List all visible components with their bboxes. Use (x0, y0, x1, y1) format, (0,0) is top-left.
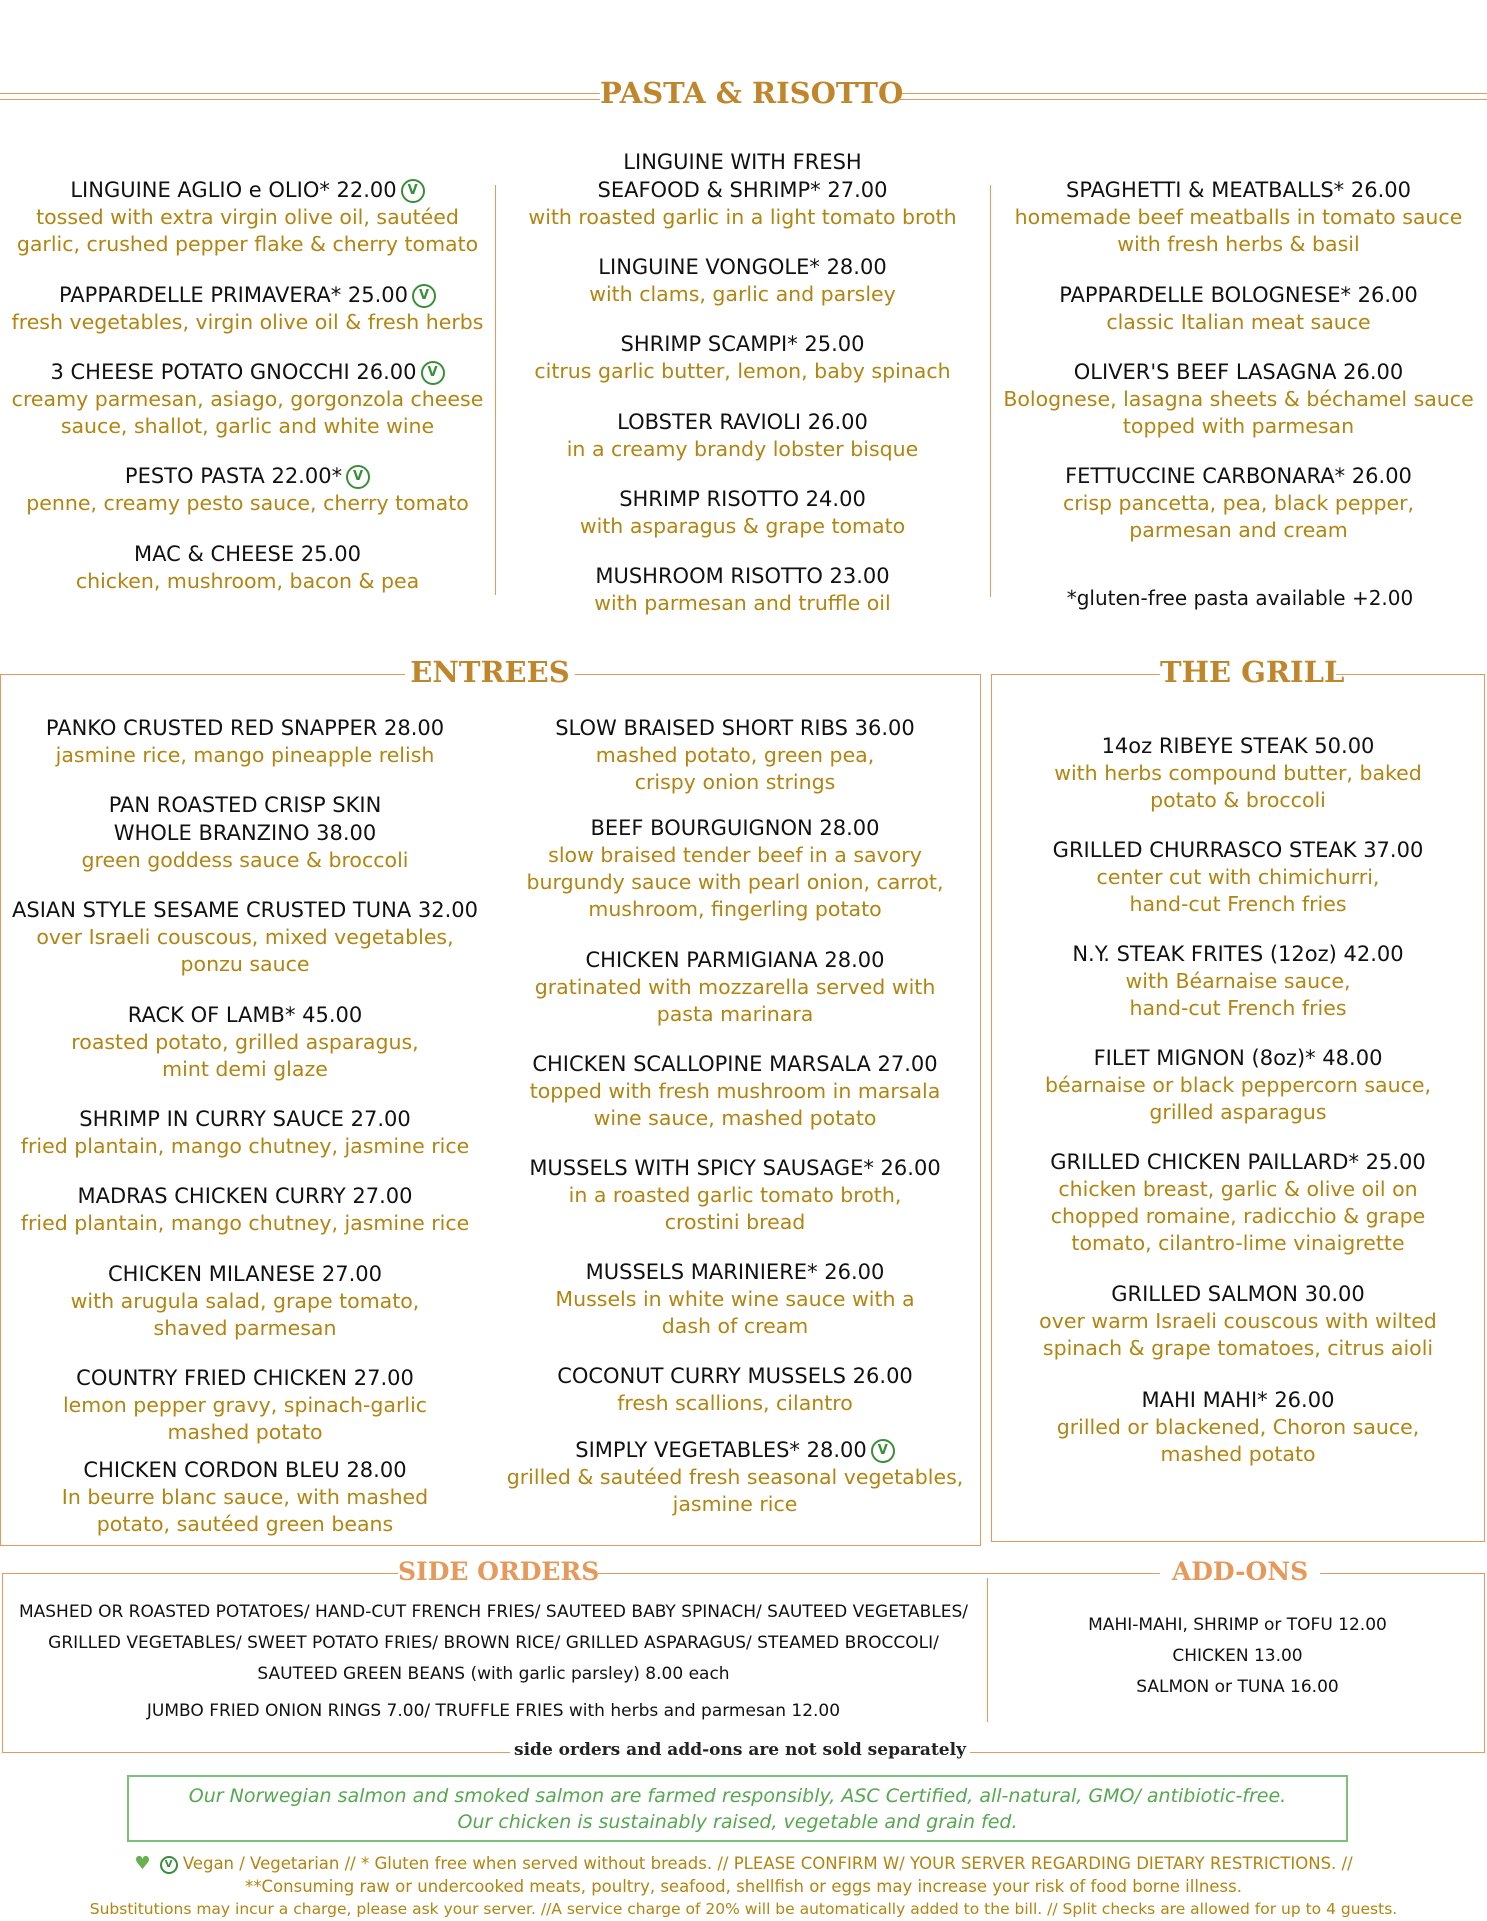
item-description: over Israeli couscous, mixed vegetables, ponzu sauce (36, 925, 454, 976)
item-name: PAPPARDELLE BOLOGNESE* 26.00 (1059, 283, 1418, 307)
item-name: MUSSELS WITH SPICY SAUSAGE* 26.00 (529, 1156, 941, 1180)
item-description: penne, creamy pesto sauce, cherry tomato (26, 491, 469, 515)
menu-item (990, 462, 1487, 544)
item-name: MUSSELS MARINIERE* 26.00 (585, 1260, 885, 1284)
menu-item (0, 791, 490, 874)
item-name: GRILLED CHURRASCO STEAK 37.00 (1052, 838, 1424, 862)
item-name: LINGUINE WITH FRESH SEAFOOD & SHRIMP* 27.00 (597, 150, 888, 202)
item-description: jasmine rice, mango pineapple relish (55, 743, 435, 767)
grill-section-title: THE GRILL (1160, 655, 1345, 689)
item-name: SHRIMP RISOTTO 24.00 (619, 487, 866, 511)
item-name: SHRIMP SCAMPI* 25.00 (620, 332, 865, 356)
side-orders-line: SAUTEED GREEN BEANS (with garlic parsley) 8.00 each (257, 1664, 730, 1684)
menu-item (0, 462, 495, 517)
addons-section-title: ADD-ONS (1160, 1557, 1320, 1586)
menu-item (0, 1260, 490, 1342)
menu-item (0, 714, 490, 769)
item-name: CHICKEN MILANESE 27.00 (108, 1262, 382, 1286)
menu-item (0, 281, 495, 336)
item-name: LOBSTER RAVIOLI 26.00 (617, 410, 868, 434)
pasta-title-rule-left (0, 93, 600, 100)
v-leaf-icon: V (160, 1856, 178, 1874)
item-name: PANKO CRUSTED RED SNAPPER 28.00 (45, 716, 445, 740)
item-description: with parmesan and truffle oil (594, 591, 891, 615)
v-leaf-icon: V (346, 465, 370, 489)
item-description: in a creamy brandy lobster bisque (566, 437, 919, 461)
item-name: N.Y. STEAK FRITES (12oz) 42.00 (1072, 942, 1404, 966)
menu-item (490, 946, 980, 1028)
item-name: GRILLED SALMON 30.00 (1111, 1282, 1365, 1306)
menu-item (0, 358, 495, 440)
item-description: in a roasted garlic tomato broth, crostini bread (568, 1183, 902, 1234)
item-name: ASIAN STYLE SESAME CRUSTED TUNA 32.00 (12, 898, 478, 922)
item-name: OLIVER'S BEEF LASAGNA 26.00 (1073, 360, 1404, 384)
menu-item (0, 540, 495, 595)
item-description: center cut with chimichurri, hand-cut French fries (1096, 865, 1380, 916)
item-description: crisp pancetta, pea, black pepper, parmesan and cream (1062, 491, 1415, 542)
item-description: with Béarnaise sauce, hand-cut French fries (1125, 969, 1351, 1020)
footer-dietary-line: Vegan / Vegetarian // * Gluten free when served without breads. // PLEASE CONFIRM W/ YOUR SERVER REGARDING DIETARY RESTRICTIONS. // (182, 1854, 1353, 1873)
item-description: grilled or blackened, Choron sauce, mashed potato (1056, 1415, 1420, 1466)
item-description: fresh vegetables, virgin olive oil & fresh herbs (11, 310, 484, 334)
v-leaf-icon: V (421, 361, 445, 385)
item-name: SLOW BRAISED SHORT RIBS 36.00 (555, 716, 915, 740)
entrees-section-title: ENTREES (405, 655, 575, 689)
menu-item (991, 1280, 1485, 1362)
addon-line: MAHI-MAHI, SHRIMP or TOFU 12.00 (1088, 1615, 1387, 1635)
item-name: SIMPLY VEGETABLES* 28.00 (575, 1438, 867, 1462)
item-name: MUSHROOM RISOTTO 23.00 (595, 564, 890, 588)
item-name: RACK OF LAMB* 45.00 (127, 1003, 363, 1027)
item-name: MADRAS CHICKEN CURRY 27.00 (77, 1184, 413, 1208)
item-name: CHICKEN PARMIGIANA 28.00 (585, 948, 885, 972)
item-name: 14oz RIBEYE STEAK 50.00 (1101, 734, 1375, 758)
item-name: PESTO PASTA 22.00* (124, 464, 343, 488)
pasta-section-title: PASTA & RISOTTO (600, 76, 904, 110)
menu-item (490, 714, 980, 796)
menu-item (0, 1364, 490, 1446)
side-orders-line: GRILLED VEGETABLES/ SWEET POTATO FRIES/ BROWN RICE/ GRILLED ASPARAGUS/ STEAMED BROCCOLI/ (48, 1633, 939, 1653)
sides-divider (987, 1578, 988, 1722)
menu-item (991, 940, 1485, 1022)
item-name: LINGUINE VONGOLE* 28.00 (598, 255, 887, 279)
pasta-title-rule-right (900, 93, 1487, 100)
heart-leaf-icon: ♥ (134, 1853, 151, 1874)
item-name: MAHI MAHI* 26.00 (1141, 1388, 1335, 1412)
menu-item (495, 408, 990, 463)
item-description: chicken, mushroom, bacon & pea (75, 569, 420, 593)
footer-warning-line: **Consuming raw or undercooked meats, poultry, seafood, shellfish or eggs may increase your risk of food borne illness. (245, 1877, 1242, 1896)
addon-line: SALMON or TUNA 16.00 (1136, 1677, 1339, 1697)
item-description: béarnaise or black peppercorn sauce, grilled asparagus (1045, 1073, 1431, 1124)
addon-line: CHICKEN 13.00 (1172, 1646, 1303, 1666)
sides-section-title: SIDE ORDERS (398, 1557, 600, 1586)
menu-item (991, 836, 1485, 918)
menu-item (0, 1105, 490, 1160)
footer-notes (0, 1852, 1487, 1921)
menu-item (490, 1436, 980, 1518)
menu-item (495, 562, 990, 617)
item-description: lemon pepper gravy, spinach-garlic mashed potato (62, 1393, 428, 1444)
item-description: with clams, garlic and parsley (589, 282, 896, 306)
menu-item (0, 1182, 490, 1237)
item-description: green goddess sauce & broccoli (81, 848, 409, 872)
item-name: PAPPARDELLE PRIMAVERA* 25.00 (58, 283, 409, 307)
menu-item (0, 896, 490, 978)
menu-item (990, 281, 1487, 336)
item-description: creamy parmesan, asiago, gorgonzola cheese sauce, shallot, garlic and white wine (11, 387, 484, 438)
item-description: citrus garlic butter, lemon, baby spinach (534, 359, 951, 383)
v-leaf-icon: V (871, 1439, 895, 1463)
footer-substitution-line: Substitutions may incur a charge, please ask your server. //A service charge of 20% will be automatically added to the bill. // Split checks are allowed for up to 4 guests. (89, 1900, 1398, 1918)
item-name: FETTUCCINE CARBONARA* 26.00 (1065, 464, 1412, 488)
menu-item (490, 1362, 980, 1417)
item-name: GRILLED CHICKEN PAILLARD* 25.00 (1050, 1150, 1426, 1174)
item-name: SHRIMP IN CURRY SAUCE 27.00 (79, 1107, 411, 1131)
menu-item (0, 176, 495, 258)
item-name: COUNTRY FRIED CHICKEN 27.00 (76, 1366, 414, 1390)
item-description: roasted potato, grilled asparagus, mint demi glaze (71, 1030, 419, 1081)
menu-item (495, 330, 990, 385)
menu-item (990, 358, 1487, 440)
item-description: tossed with extra virgin olive oil, sautéed garlic, crushed pepper flake & cherry tomato (16, 205, 479, 256)
item-name: CHICKEN CORDON BLEU 28.00 (83, 1458, 407, 1482)
menu-item (991, 1044, 1485, 1126)
menu-item (991, 732, 1485, 814)
item-description: with herbs compound butter, baked potato & broccoli (1054, 761, 1422, 812)
menu-item (490, 1154, 980, 1236)
menu-item (495, 253, 990, 308)
menu-item (495, 485, 990, 540)
item-name: BEEF BOURGUIGNON 28.00 (590, 816, 880, 840)
item-name: CHICKEN SCALLOPINE MARSALA 27.00 (532, 1052, 938, 1076)
item-name: COCONUT CURRY MUSSELS 26.00 (557, 1364, 913, 1388)
sourcing-note-box (127, 1775, 1348, 1842)
item-description: Bolognese, lasagna sheets & béchamel sauce topped with parmesan (1003, 387, 1474, 438)
item-name: 3 CHEESE POTATO GNOCCHI 26.00 (50, 360, 417, 384)
item-description: Mussels in white wine sauce with a dash of cream (555, 1287, 915, 1338)
v-leaf-icon: V (401, 179, 425, 203)
item-description: topped with fresh mushroom in marsala wine sauce, mashed potato (529, 1079, 941, 1130)
item-description: with asparagus & grape tomato (579, 514, 906, 538)
menu-item (490, 814, 980, 923)
menu-item (0, 1001, 490, 1083)
menu-item (0, 1456, 490, 1538)
item-description: fried plantain, mango chutney, jasmine rice (20, 1134, 470, 1158)
item-name: FILET MIGNON (8oz)* 48.00 (1093, 1046, 1383, 1070)
item-description: mashed potato, green pea, crispy onion strings (595, 743, 875, 794)
addons-list (990, 1610, 1485, 1703)
side-orders-line: MASHED OR ROASTED POTATOES/ HAND-CUT FRENCH FRIES/ SAUTEED BABY SPINACH/ SAUTEED VEGETABLES/ (18, 1602, 969, 1622)
menu-item (990, 176, 1487, 258)
item-description: grilled & sautéed fresh seasonal vegetables, jasmine rice (506, 1465, 964, 1516)
item-name: SPAGHETTI & MEATBALLS* 26.00 (1066, 178, 1411, 202)
item-description: gratinated with mozzarella served with pasta marinara (534, 975, 936, 1026)
item-description: with arugula salad, grape tomato, shaved parmesan (70, 1289, 420, 1340)
sourcing-line: Our chicken is sustainably raised, vegetable and grain fed. (457, 1811, 1018, 1833)
side-orders-line: JUMBO FRIED ONION RINGS 7.00/ TRUFFLE FRIES with herbs and parmesan 12.00 (146, 1701, 841, 1721)
v-leaf-icon: V (412, 284, 436, 308)
item-description: chicken breast, garlic & olive oil on chopped romaine, radicchio & grape tomato, cilantro-lime vinaigrette (1050, 1177, 1426, 1255)
item-description: fresh scallions, cilantro (617, 1391, 853, 1415)
item-description: homemade beef meatballs in tomato sauce with fresh herbs & basil (1014, 205, 1463, 256)
sourcing-line: Our Norwegian salmon and smoked salmon are farmed responsibly, ASC Certified, all-natural, GMO/ antibiotic-free. (188, 1785, 1287, 1807)
gluten-free-note: *gluten-free pasta available +2.00 (1066, 586, 1414, 610)
side-orders-list (0, 1597, 987, 1727)
menu-item (495, 148, 990, 231)
menu-item (490, 1258, 980, 1340)
item-description: with roasted garlic in a light tomato broth (528, 205, 957, 229)
item-description: classic Italian meat sauce (1106, 310, 1371, 334)
item-name: LINGUINE AGLIO e OLIO* 22.00 (70, 178, 397, 202)
item-name: PAN ROASTED CRISP SKIN WHOLE BRANZINO 38.00 (108, 793, 382, 845)
sides-disclaimer: side orders and add-ons are not sold separately (510, 1740, 970, 1760)
item-description: In beurre blanc sauce, with mashed potato, sautéed green beans (61, 1485, 429, 1536)
item-description: fried plantain, mango chutney, jasmine rice (20, 1211, 470, 1235)
item-description: over warm Israeli couscous with wilted spinach & grape tomatoes, citrus aioli (1039, 1309, 1437, 1360)
item-description: slow braised tender beef in a savory burgundy sauce with pearl onion, carrot, mushroom, fingerling potato (526, 843, 944, 921)
menu-item (991, 1148, 1485, 1257)
menu-item (991, 1386, 1485, 1468)
menu-item (490, 1050, 980, 1132)
item-name: MAC & CHEESE 25.00 (134, 542, 361, 566)
